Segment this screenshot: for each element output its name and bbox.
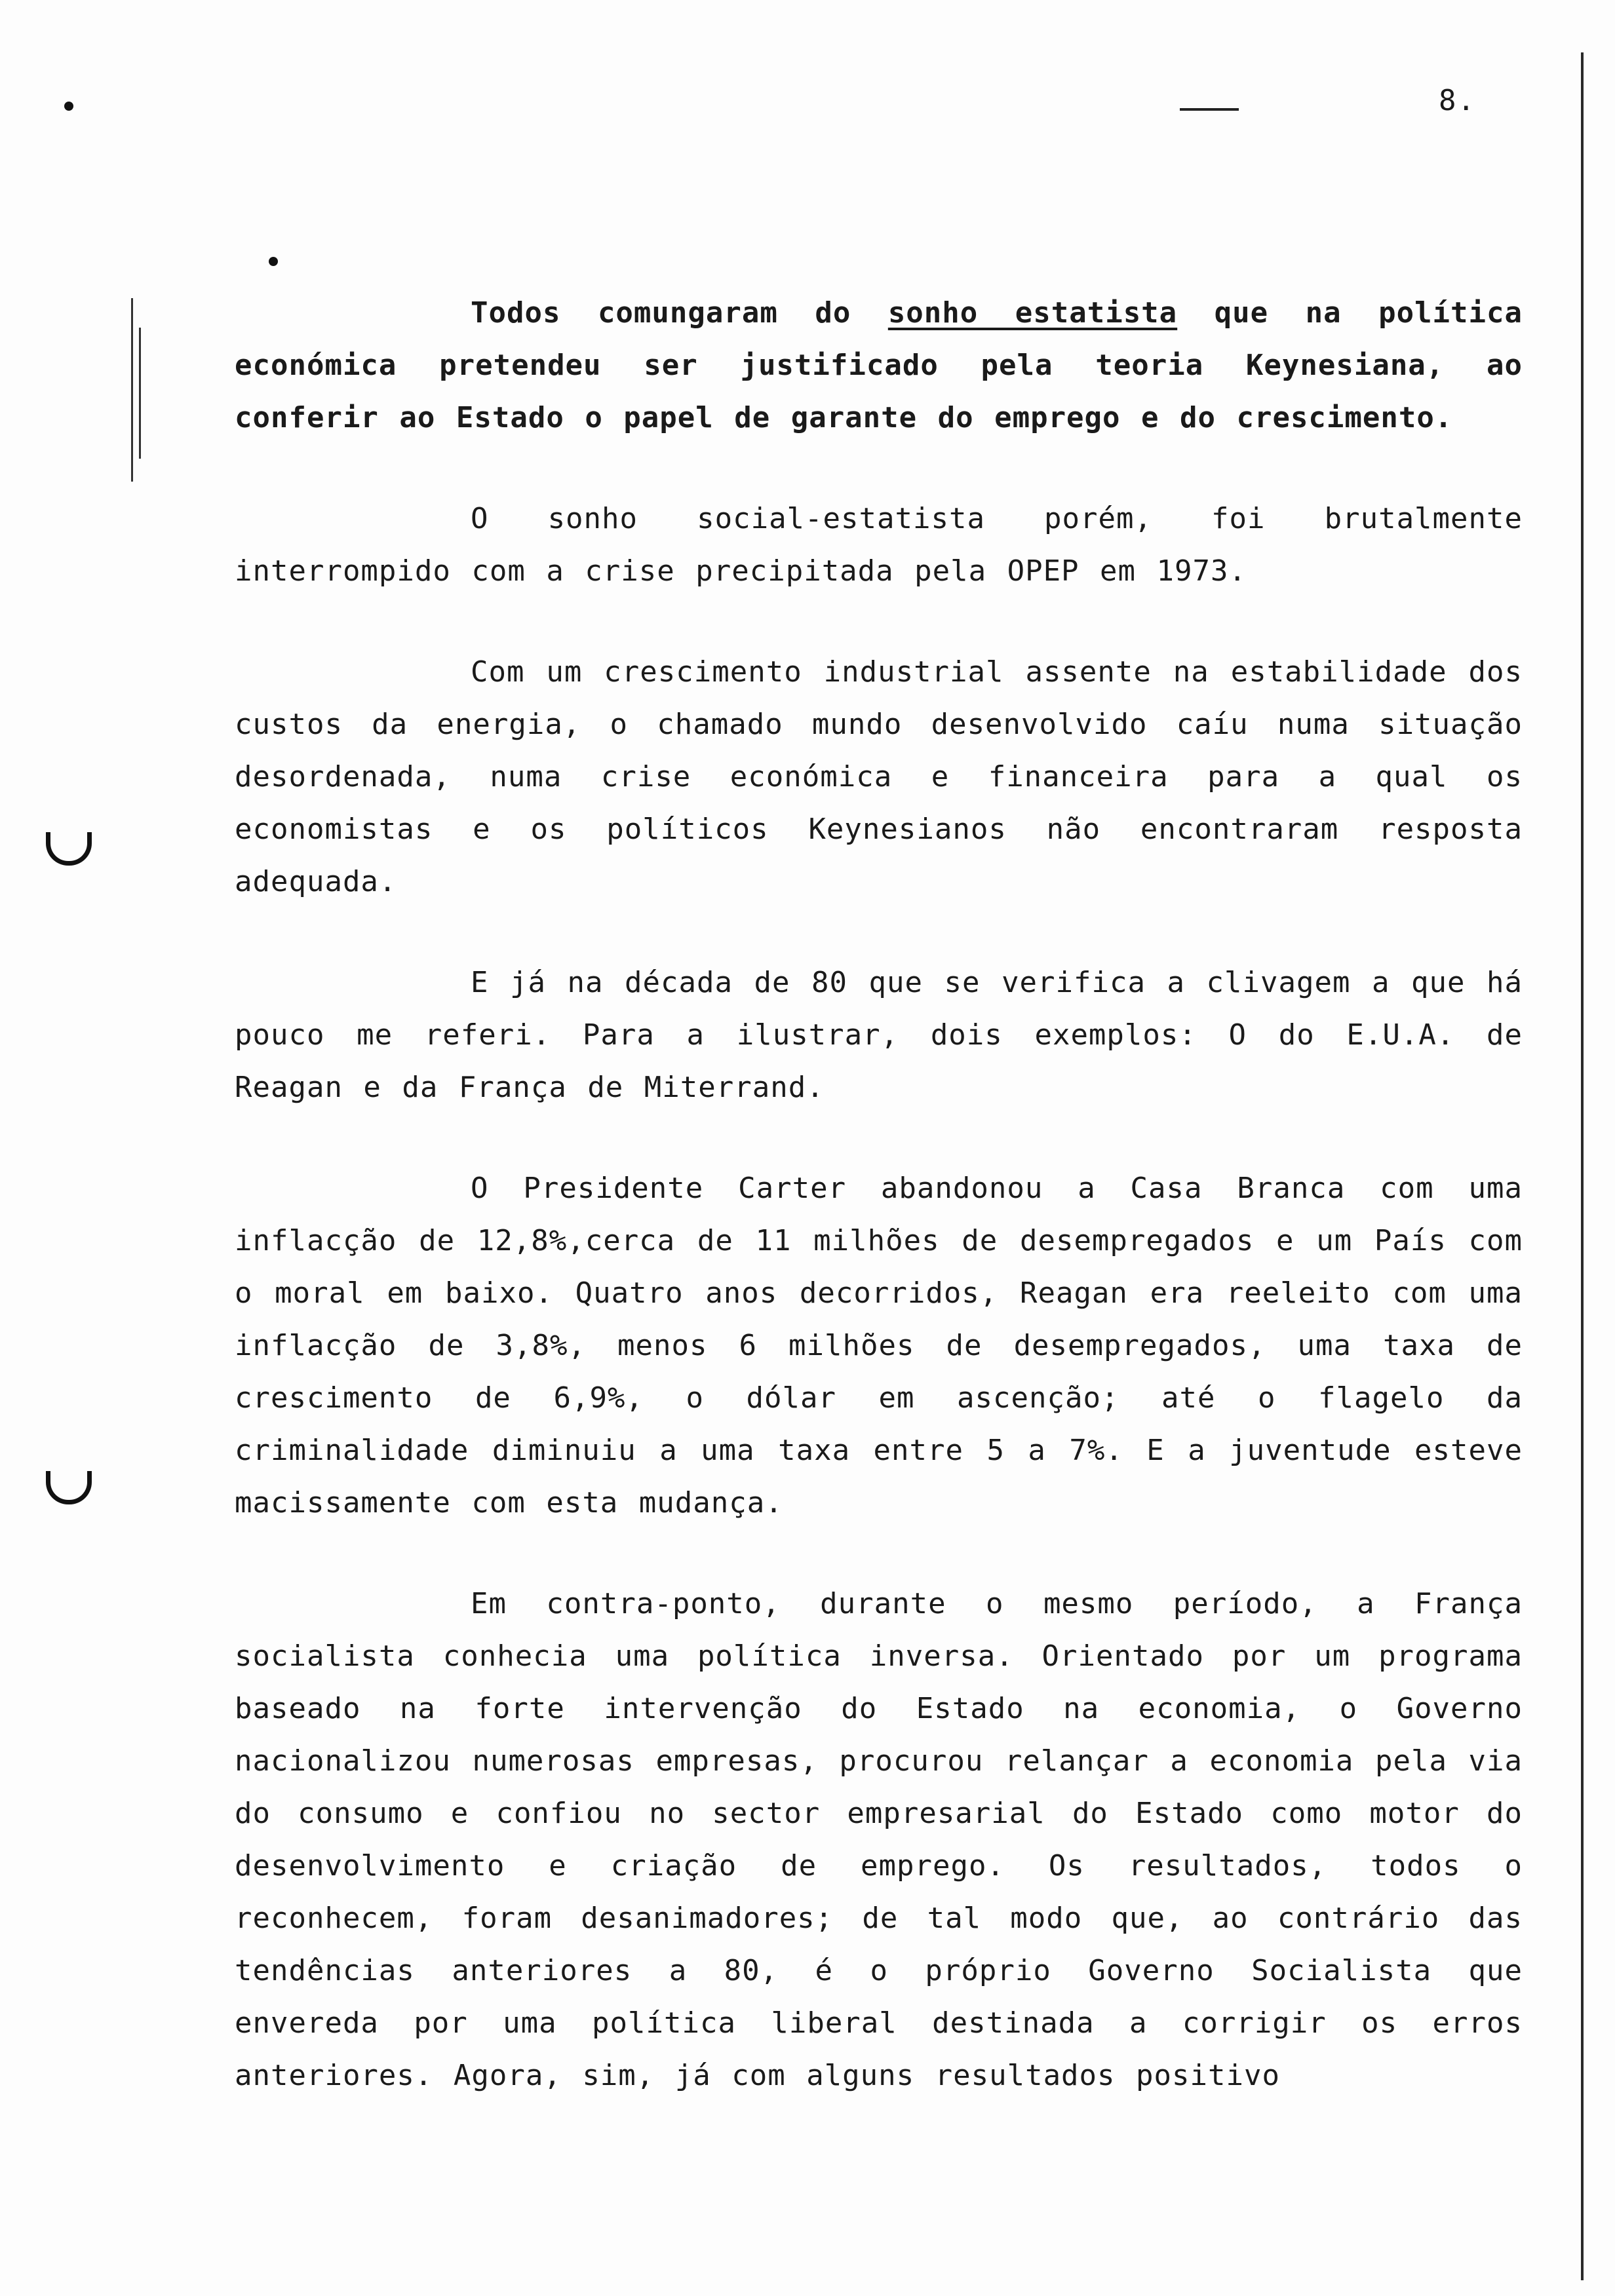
punch-hole-mark [46,832,92,866]
paragraph-3: Com um crescimento industrial assente na estabilidade dos custos da energia, o chamado mundo desenvolvido caíu numa situação desordenada, numa crise económica e financeira para a qual os economistas e os políticos Keynesianos não encontraram resposta adequada. [235,655,1523,898]
paragraph-6: Em contra-ponto, durante o mesmo período, a França socialista conhecia uma política inversa. Orientado por um programa baseado na forte intervenção do Estado na economia, o Governo nacionalizou numerosas empresas, procurou relançar a economia pela via do consumo e confiou no sector empresarial do Estado como motor do desenvolvimento e criação de emprego. Os resultados, todos o reconhecem, foram desanimadores; de tal modo que, ao contrário das tendências anteriores a 80, é o próprio Governo Socialista que envereda por uma política liberal destinada a corrigir os erros anteriores. Agora, sim, já com alguns resultados positivo [235,1587,1523,2092]
body-text [235,287,1523,2151]
punch-hole-mark [46,1471,92,1504]
speck [269,257,278,266]
binding-edge-line [1581,52,1584,2280]
page-number: 8. [1439,84,1476,117]
paragraph-4: E já na década de 80 que se verifica a clivagem a que há pouco me referi. Para a ilustrar, dois exemplos: O do E.U.A. de Reagan e da França de Miterrand. [235,966,1523,1104]
paragraph-5: O Presidente Carter abandonou a Casa Branca com uma inflacção de 12,8%,cerca de 11 milhões de desempregados e um País com o moral em baixo. Quatro anos decorridos, Reagan era reeleito com uma inflacção de 3,8%, menos 6 milhões de desempregados, uma taxa de crescimento de 6,9%, o dólar em ascenção; até o flagelo da criminalidade diminuiu a uma taxa entre 5 a 7%. E a juventude esteve macissamente com esta mudança. [235,1172,1523,1520]
paragraph-1-end: que na política económica pretendeu ser justificado pela teoria Keynesiana, ao conferir ao Estado o papel de garante do emprego e do crescimento. [235,296,1523,434]
margin-mark [139,328,141,459]
speck [64,102,73,111]
underlined-phrase: sonho estatista [887,296,1178,330]
paragraph-2: O sonho social-estatista porém, foi brutalmente interrompido com a crise precipitada pela OPEP em 1973. [235,502,1523,588]
paragraph-1 [235,287,1523,444]
paragraph-1-start: Todos comungaram do [471,296,888,330]
header-dash [1180,108,1239,111]
margin-mark [131,298,133,482]
